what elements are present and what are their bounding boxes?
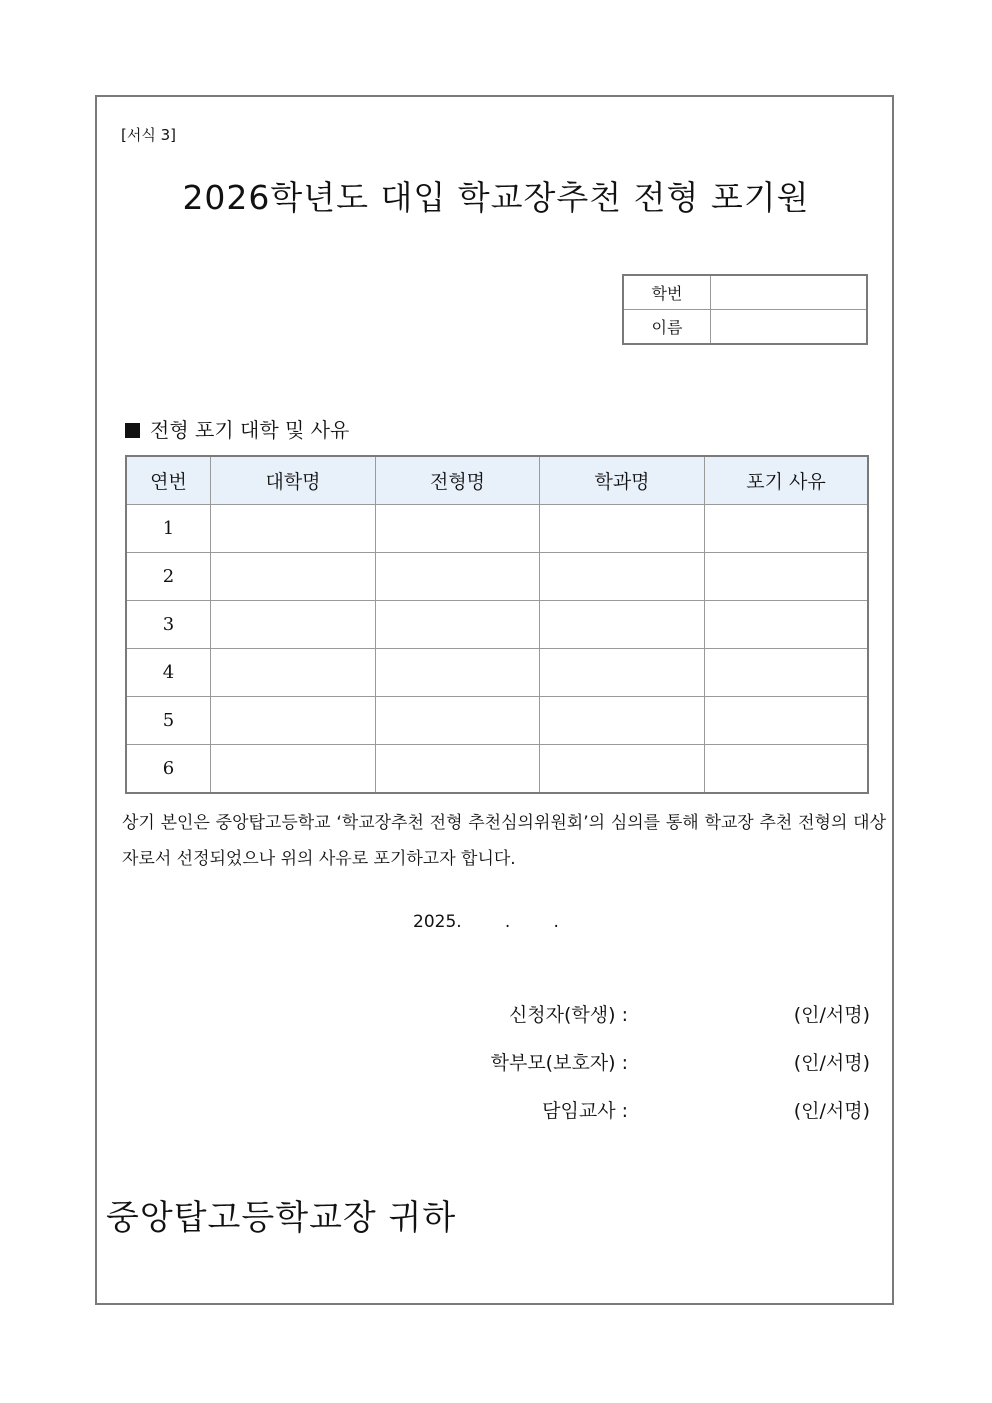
header-reason: 포기 사유 [705, 456, 869, 505]
student-id-field[interactable] [711, 275, 868, 310]
signature-mark-parent[interactable]: (인/서명) [793, 1052, 870, 1074]
table-header-row [126, 456, 868, 505]
signature-mark-student[interactable]: (인/서명) [793, 1004, 870, 1026]
table-row [126, 745, 868, 794]
reason-cell[interactable] [705, 505, 869, 553]
admission-type-cell[interactable] [376, 505, 540, 553]
reason-cell[interactable] [705, 553, 869, 601]
university-cell[interactable] [211, 553, 376, 601]
table-row [126, 649, 868, 697]
name-field[interactable] [711, 310, 868, 345]
admission-type-cell[interactable] [376, 601, 540, 649]
signature-mark-teacher[interactable]: (인/서명) [793, 1100, 870, 1122]
closing-addressee: 중앙탑고등학교장 귀하 [106, 1198, 457, 1238]
university-cell[interactable] [211, 505, 376, 553]
date-line: 2025. . . [413, 912, 559, 932]
department-cell[interactable] [540, 745, 705, 794]
black-square-icon [125, 423, 140, 438]
table-row [126, 697, 868, 745]
header-admission-type: 전형명 [376, 456, 540, 505]
table-row [126, 553, 868, 601]
row-number: 4 [126, 649, 211, 697]
department-cell[interactable] [540, 505, 705, 553]
name-label: 이름 [623, 310, 711, 345]
section-heading [125, 414, 349, 443]
withdrawal-table [125, 455, 869, 794]
university-cell[interactable] [211, 745, 376, 794]
header-number: 연번 [126, 456, 211, 505]
row-number: 3 [126, 601, 211, 649]
header-department: 학과명 [540, 456, 705, 505]
department-cell[interactable] [540, 601, 705, 649]
admission-type-cell[interactable] [376, 745, 540, 794]
admission-type-cell[interactable] [376, 697, 540, 745]
page-title: 2026학년도 대입 학교장추천 전형 포기원 [182, 178, 810, 217]
admission-type-cell[interactable] [376, 553, 540, 601]
signature-label-teacher: 담임교사 : [542, 1100, 628, 1122]
reason-cell[interactable] [705, 697, 869, 745]
reason-cell[interactable] [705, 745, 869, 794]
row-number: 6 [126, 745, 211, 794]
signature-label-student: 신청자(학생) : [508, 1004, 628, 1026]
table-row [126, 601, 868, 649]
department-cell[interactable] [540, 697, 705, 745]
row-number: 1 [126, 505, 211, 553]
row-number: 5 [126, 697, 211, 745]
signature-label-parent: 학부모(보호자) : [490, 1052, 628, 1074]
reason-cell[interactable] [705, 649, 869, 697]
university-cell[interactable] [211, 697, 376, 745]
university-cell[interactable] [211, 601, 376, 649]
statement-text: 상기 본인은 중앙탑고등학교 ‘학교장추천 전형 추천심의위원회’의 심의를 통해 학교장 추천 전형의 대상자로서 선정되었으나 위의 사유로 포기하고자 합니다. [122, 813, 886, 869]
university-cell[interactable] [211, 649, 376, 697]
form-number: [서식 3] [121, 126, 176, 144]
table-row [126, 505, 868, 553]
department-cell[interactable] [540, 649, 705, 697]
row-number: 2 [126, 553, 211, 601]
student-id-label: 학번 [623, 275, 711, 310]
section-heading-text: 전형 포기 대학 및 사유 [150, 418, 350, 442]
department-cell[interactable] [540, 553, 705, 601]
header-university: 대학명 [211, 456, 376, 505]
admission-type-cell[interactable] [376, 649, 540, 697]
reason-cell[interactable] [705, 601, 869, 649]
student-info-table [622, 274, 868, 345]
